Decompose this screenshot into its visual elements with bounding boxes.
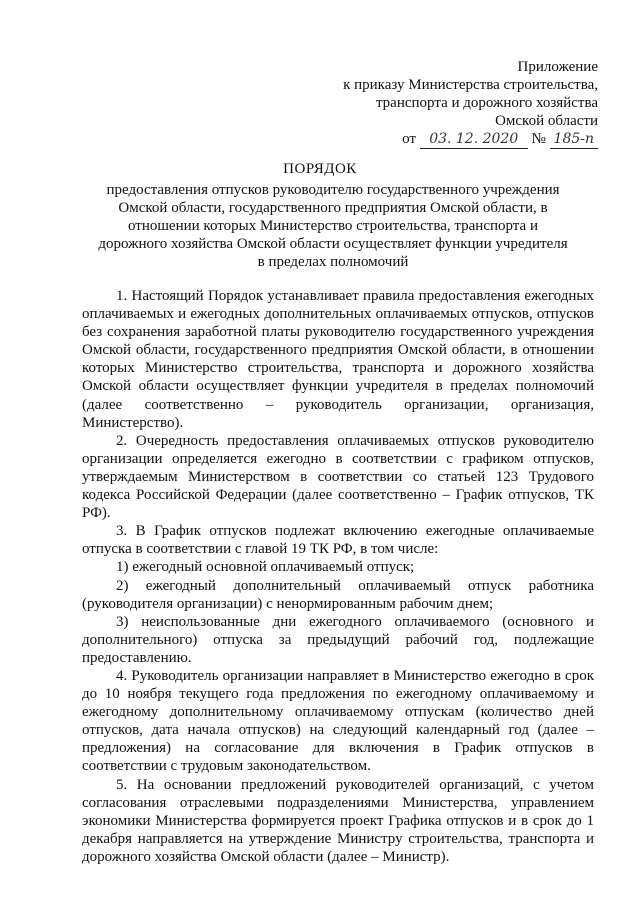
order-date: 03. 12. 2020 xyxy=(420,130,528,149)
annex-region: Омской области xyxy=(495,113,598,129)
annex-header xyxy=(343,58,598,149)
annex-ministry: транспорта и дорожного хозяйства xyxy=(375,95,598,111)
paragraph-5: 5. На основании предложений руководителей организаций, с учетом согласования отраслевыми подразделениями Министерства, управлением экономики Министерства формируется проект Графика отпусков и в срок до 1 декабря направляется на утверждение Министру строительства, транспорта и дорожного хозяйства Омской области (далее – Министр). xyxy=(82,776,594,865)
annex-date-row xyxy=(343,130,598,149)
from-label: от xyxy=(402,131,416,147)
list-item-3: 3) неиспользованные дни ежегодного оплачиваемого (основного и дополнительного) отпуска за предыдущий рабочий год, подлежащие предоставлению. xyxy=(82,613,594,666)
document-title: ПОРЯДОК xyxy=(283,161,357,177)
annex-order-ref: к приказу Министерства строительства, xyxy=(343,77,598,93)
paragraph-2: 2. Очередность предоставления оплачиваемых отпусков руководителю организации определяется ежегодно в соответствии с графиком отпусков, утверждаемым Министерством в соответствии со статьей 123 Трудового кодекса Российской Федерации (далее соответственно – График отпусков, ТК РФ). xyxy=(82,432,594,522)
paragraph-3: 3. В График отпусков подлежат включению ежегодные оплачиваемые отпуска в соответствии с главой 19 ТК РФ, в том числе: xyxy=(82,523,594,558)
paragraph-1: 1. Настоящий Порядок устанавливает правила предоставления ежегодных оплачиваемых и ежегодных дополнительных оплачиваемых отпусков, отпусков без сохранения заработной платы руководителю государственного учреждения Омской области, государственного предприятия Омской области, в отношении которых Министерство строительства, транспорта и дорожного хозяйства Омской области осуществляет функции учредителя в пределах полномочий (далее соответственно – руководитель организации, организация, Министерство). xyxy=(82,288,594,431)
document-body xyxy=(82,287,594,866)
list-item-1: 1) ежегодный основной оплачиваемый отпуск; xyxy=(116,559,415,576)
number-label: № xyxy=(531,131,546,147)
list-item-2: 2) ежегодный дополнительный оплачиваемый отпуск работника (руководителя организации) с ненормированным рабочим днем; xyxy=(82,577,594,612)
annex-title: Приложение xyxy=(517,59,598,75)
paragraph-4: 4. Руководитель организации направляет в Министерство ежегодно в срок до 10 ноября текущего года предложения по ежегодному оплачиваемому и ежегодному дополнительному оплачиваемому отпускам (количество дней отпусков, дата начала отпусков) на следующий календарный год (далее – предложения) на согласование для включения в График отпусков в соответствии с трудовым законодательством. xyxy=(82,667,594,775)
document-subtitle: предоставления отпусков руководителю государственного учреждения Омской области, государственного предприятия Омской области, в отношении которых Министерство строительства, транспорта и дорожного хозяйства Омской области осуществляет функции учредителя в пределах полномочий xyxy=(98,182,568,270)
order-number: 185-п xyxy=(550,130,598,149)
